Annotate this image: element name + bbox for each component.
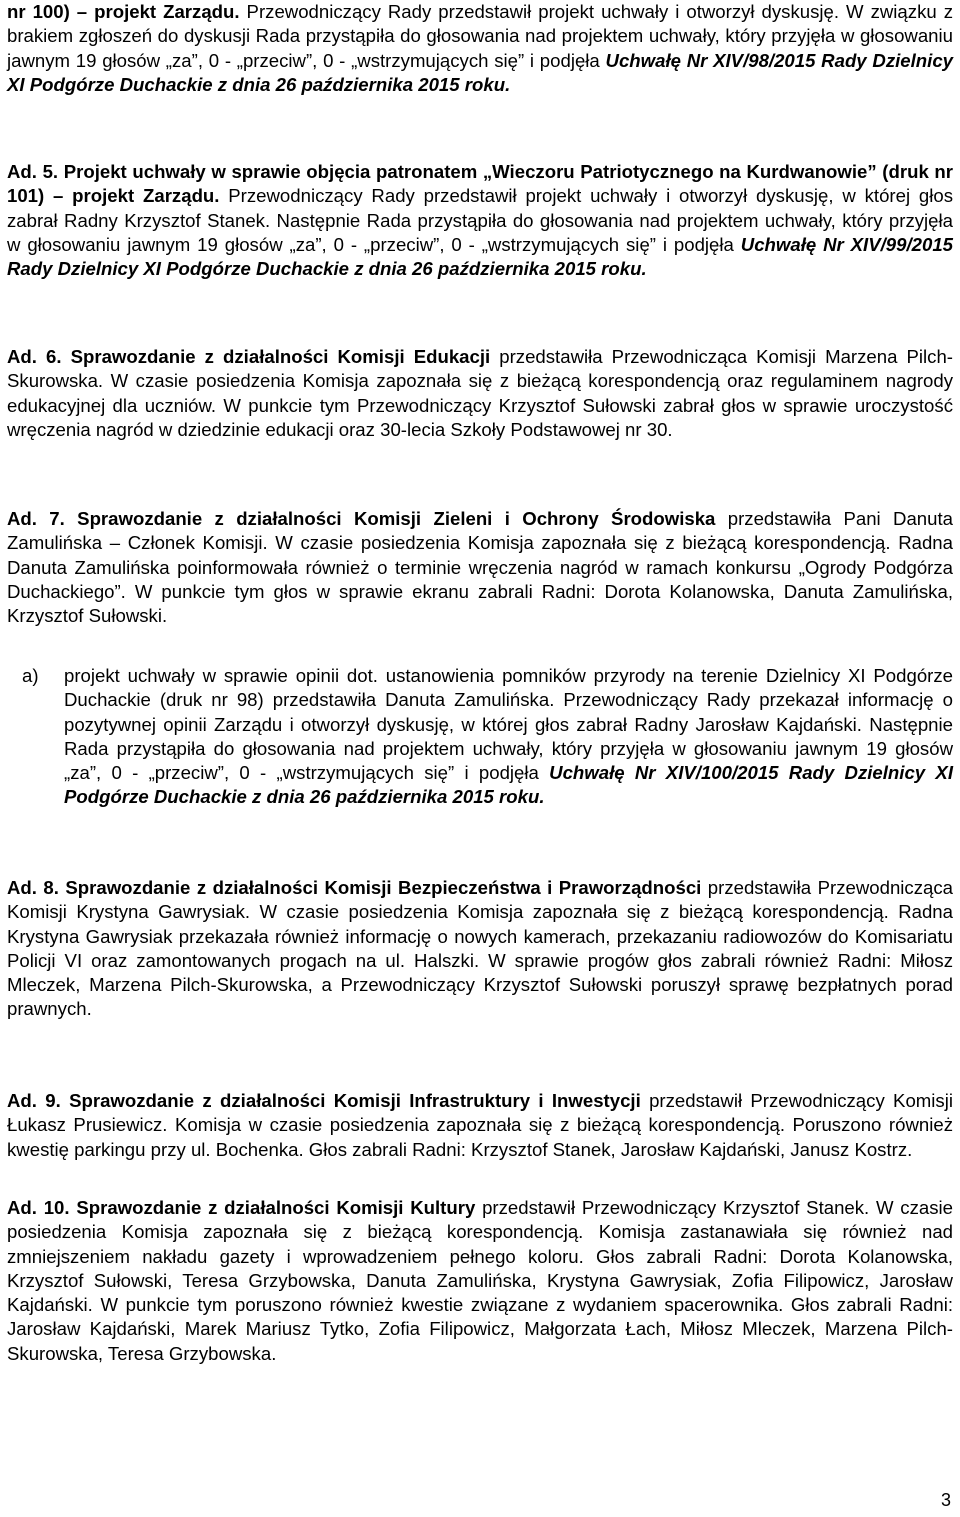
resolution-title: Uchwałę Nr XIV/99/2015 Rady Dzielnicy XI Podgórze Duchackie z dnia 26 października 2015 roku.: [7, 233, 954, 279]
paragraph-ad5: [7, 160, 953, 281]
paragraph-ad7: [7, 507, 953, 628]
paragraph-ad4-continuation: [7, 0, 953, 97]
page-number: 3: [940, 1490, 951, 1510]
resolution-draft-label: nr 100) – projekt Zarządu.: [7, 1, 240, 22]
list-item-a: [22, 664, 953, 810]
list-marker: a): [22, 665, 39, 686]
paragraph-text: przedstawiła Przewodnicząca Komisji Krystyna Gawrysiak. W czasie posiedzenia Komisja zapoznała się z bieżącą korespondencją. Radna Krystyna Gawrysiak przekazała również informację o nowych kamerach, przekazaniu radiowozów do Komisariatu Policji VI oraz zamontowanych progach na ul. Halszki. W sprawie progów głos zabrali również Radni: Miłosz Mleczek, Marzena Pilch-Skurowska, a Przewodniczący Krzysztof Sułowski poruszył sprawę bezpłatnych porad prawnych.: [7, 877, 953, 1020]
paragraph-text: przedstawił Przewodniczący Krzysztof Stanek. W czasie posiedzenia Komisja zapoznała się z bieżącą korespondencją. Komisja zastanawiała się również nad zmniejszeniem nakładu gazety i wprowadzeniem pełnego koloru. Głos zabrali Radni: Dorota Kolanowska, Krzysztof Sułowski, Teresa Grzybowska, Danuta Zamulińska, Krystyna Gawrysiak, Zofia Filipowicz, Jarosław Kajdański. W punkcie tym poruszono również kwestie związane z wydaniem spacerownika. Głos zabrali Radni: Jarosław Kajdański, Marek Mariusz Tytko, Zofia Filipowicz, Małgorzata Łach, Miłosz Mleczek, Marzena Pilch-Skurowska, Teresa Grzybowska.: [7, 1197, 954, 1364]
section-heading: Ad. 6. Sprawozdanie z działalności Komisji Edukacji: [7, 346, 491, 367]
list-item-body: [64, 664, 953, 810]
paragraph-ad8: [7, 876, 953, 1022]
paragraph-text: Przewodniczący Rady przedstawił projekt uchwały i otworzył dyskusję, w której głos zabrał Radny Krzysztof Stanek. Następnie Rada przystąpiła do głosowania nad projektem uchwały, który przyjęła w głosowaniu jawnym 19 głosów „za”, 0 - „przeciw”, 0 - „wstrzymujących się” i podjęła: [7, 185, 953, 255]
paragraph-text: przedstawiła Pani Danuta Zamulińska – Członek Komisji. W czasie posiedzenia Komisja zapoznała się z bieżącą korespondencją. Radna Danuta Zamulińska poinformowała również o terminie wręczenia nagród w ramach konkursu „Ogrody Podgórza Duchackiego”. W punkcie tym głos w sprawie ekranu zabrali Radni: Dorota Kolanowska, Danuta Zamulińska, Krzysztof Sułowski.: [7, 508, 953, 626]
section-heading: Ad. 7. Sprawozdanie z działalności Komisji Zieleni i Ochrony Środowiska: [7, 508, 716, 529]
resolution-title: Uchwałę Nr XIV/98/2015 Rady Dzielnicy XI Podgórze Duchackie z dnia 26 października 2015 roku.: [7, 49, 953, 95]
section-heading: Ad. 10. Sprawozdanie z działalności Komisji Kultury: [7, 1197, 476, 1218]
paragraph-ad6: [7, 345, 953, 442]
paragraph-text: przedstawił Przewodniczący Komisji Łukasz Prusiewicz. Komisja w czasie posiedzenia zapoznała się z bieżącą korespondencją. Poruszono również kwestię parkingu przy ul. Bochenka. Głos zabrali Radni: Krzysztof Stanek, Jarosław Kajdański, Janusz Kostrz.: [7, 1090, 953, 1160]
paragraph-ad10: [7, 1196, 953, 1366]
paragraph-text: projekt uchwały w sprawie opinii dot. ustanowienia pomników przyrody na terenie Dzielnicy XI Podgórze Duchackie (druk nr 98) przedstawiła Danuta Zamulińska. Przewodniczący Rady przekazał informację o pozytywnej opinii Zarządu i otworzył dyskusję, w której głos zabrał Radny Jarosław Kajdański. Następnie Rada przystąpiła do głosowania nad projektem uchwały, który przyjęła w głosowaniu jawnym 19 głosów „za”, 0 - „przeciw”, 0 - „wstrzymujących się” i podjęła: [64, 665, 953, 783]
section-heading: Ad. 8. Sprawozdanie z działalności Komisji Bezpieczeństwa i Praworządności: [7, 877, 702, 898]
paragraph-text: Przewodniczący Rady przedstawił projekt uchwały i otworzył dyskusję. W związku z brakiem zgłoszeń do dyskusji Rada przystąpiła do głosowania nad projektem uchwały, który przyjęła w głosowaniu jawnym 19 głosów „za”, 0 - „przeciw”, 0 - „wstrzymujących się” i podjęła: [7, 1, 953, 71]
section-heading: Ad. 9. Sprawozdanie z działalności Komisji Infrastruktury i Inwestycji: [7, 1090, 641, 1111]
resolution-title: Uchwałę Nr XIV/100/2015 Rady Dzielnicy XI Podgórze Duchackie z dnia 26 października 2015 roku.: [64, 762, 953, 808]
section-heading: Ad. 5. Projekt uchwały w sprawie objęcia patronatem „Wieczoru Patriotycznego na Kurdwanowie” (druk nr 101) – projekt Zarządu.: [7, 161, 953, 207]
paragraph-ad9: [7, 1089, 953, 1162]
paragraph-text: przedstawiła Przewodnicząca Komisji Marzena Pilch-Skurowska. W czasie posiedzenia Komisja zapoznała się z bieżącą korespondencją oraz regulaminem nagrody edukacyjnej dla uczniów. W punkcie tym Przewodniczący Krzysztof Sułowski zabrał głos w sprawie uroczystość wręczenia nagród w dziedzinie edukacji oraz 30-lecia Szkoły Podstawowej nr 30.: [7, 346, 953, 440]
